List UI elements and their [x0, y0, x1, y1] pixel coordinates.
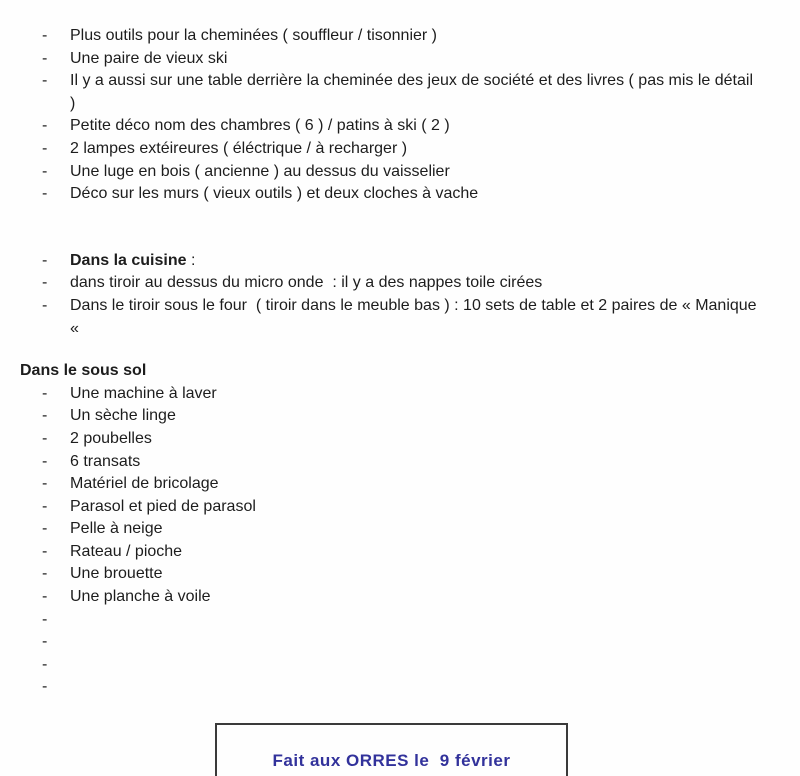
bullet-dash: -: [42, 27, 48, 44]
list-item: [0, 48, 800, 71]
list-item: [0, 70, 800, 115]
list-item: [0, 115, 800, 138]
bullet-dash: -: [42, 542, 48, 560]
list-item-text: Une machine à laver: [70, 384, 217, 402]
bullet-dash: -: [42, 407, 48, 425]
bullet-dash: -: [42, 251, 48, 269]
list-item-text: Petite déco nom des chambres ( 6 ) / patins à ski ( 2 ): [70, 117, 450, 135]
section-spacer: [0, 206, 800, 250]
list-item-text: Un sèche linge: [70, 407, 176, 425]
list-item: [0, 183, 800, 206]
list-item-text: Une planche à voile: [70, 588, 211, 606]
list-item-text: Dans le tiroir sous le four ( tiroir dans le meuble bas ) : 10 sets de table et 2 paires de « Manique «: [70, 296, 762, 337]
list-item: [0, 496, 800, 519]
list-item: [0, 541, 800, 564]
basement-section: [0, 360, 800, 699]
list-item-text: Plus outils pour la cheminées ( souffleur / tisonnier ): [70, 27, 437, 44]
list-item: [0, 295, 800, 340]
bullet-dash: -: [42, 139, 48, 157]
list-item: [0, 451, 800, 474]
list-item-text: Déco sur les murs ( vieux outils ) et deux cloches à vache: [70, 185, 479, 203]
bullet-dash: -: [42, 296, 48, 314]
list-item-text: Une brouette: [70, 565, 163, 583]
list-item: [0, 272, 800, 295]
list-item: [0, 586, 800, 609]
bullet-dash: -: [42, 429, 48, 447]
list-item-empty: [0, 631, 800, 654]
list-item: [0, 161, 800, 184]
bullet-dash: -: [42, 49, 48, 67]
basement-heading: Dans le sous sol: [20, 362, 147, 380]
list-item-empty: [0, 676, 800, 699]
list-item-empty: [0, 654, 800, 677]
list-item-text: Rateau / pioche: [70, 542, 183, 560]
list-item: [0, 405, 800, 428]
bullet-dash: -: [42, 475, 48, 493]
list-item-text: 2 poubelles: [70, 429, 152, 447]
list-item-text: Il y a aussi sur une table derrière la cheminée des jeux de société et des livres ( pas mis le détail ): [70, 72, 758, 112]
list-item-empty: [0, 609, 800, 632]
kitchen-section: [0, 250, 800, 340]
bullet-dash: -: [42, 633, 48, 651]
date-stamp-text: Fait aux ORRES le 9 février: [272, 751, 511, 771]
bullet-dash: -: [42, 162, 48, 180]
list-item-text: 2 lampes extéireures ( éléctrique / à recharger ): [70, 139, 408, 157]
bullet-dash: -: [42, 452, 48, 470]
date-stamp-box: [215, 723, 568, 776]
kitchen-heading-suffix: :: [186, 251, 196, 269]
kitchen-heading: [70, 250, 195, 273]
list-item-text: Pelle à neige: [70, 520, 163, 538]
bullet-dash: -: [42, 655, 48, 673]
list-item: [0, 428, 800, 451]
list-item: [0, 25, 800, 48]
list-item: [0, 138, 800, 161]
bullet-dash: -: [42, 274, 48, 292]
list-item-text: Parasol et pied de parasol: [70, 497, 256, 515]
list-item: [0, 383, 800, 406]
kitchen-heading-label: Dans la cuisine: [70, 251, 187, 269]
list-item-text: 6 transats: [70, 452, 141, 470]
bullet-dash: -: [42, 72, 48, 90]
list-item: [0, 518, 800, 541]
list-item: [0, 563, 800, 586]
list-item: [0, 473, 800, 496]
list-item-text: Une paire de vieux ski: [70, 49, 228, 67]
bullet-dash: -: [42, 678, 48, 696]
bullet-dash: -: [42, 384, 48, 402]
bullet-dash: -: [42, 588, 48, 606]
list-item-text: Matériel de bricolage: [70, 475, 219, 493]
list-item-text: Une luge en bois ( ancienne ) au dessus du vaisselier: [70, 162, 450, 180]
bullet-dash: -: [42, 610, 48, 628]
kitchen-heading-row: [0, 250, 800, 273]
bullet-dash: -: [42, 185, 48, 203]
section-spacer: [0, 340, 800, 360]
list-item-text: dans tiroir au dessus du micro onde : il y a des nappes toile cirées: [70, 274, 543, 292]
top-list: [0, 25, 800, 206]
bullet-dash: -: [42, 565, 48, 583]
bullet-dash: -: [42, 520, 48, 538]
bullet-dash: -: [42, 497, 48, 515]
bullet-dash: -: [42, 117, 48, 135]
